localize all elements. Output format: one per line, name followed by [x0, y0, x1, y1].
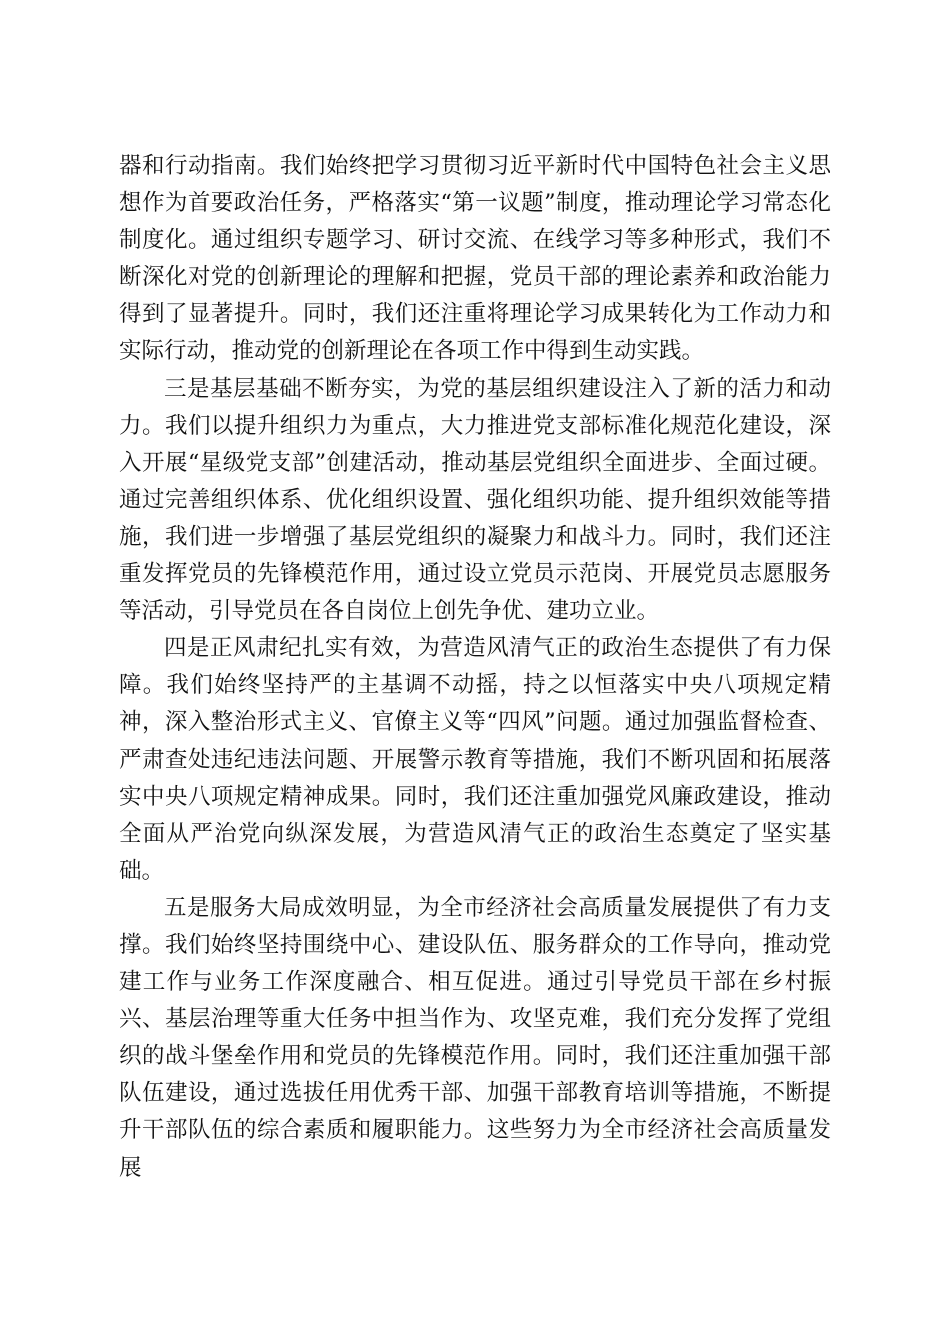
paragraph-theory-study: 器和行动指南。我们始终把学习贯彻习近平新时代中国特色社会主义思想作为首要政治任务，严格落实“第一议题”制度，推动理论学习常态化制度化。通过组织专题学习、研讨交流、在线学习等多种形式，我们不断深化对党的创新理论的理解和把握，党员干部的理论素养和政治能力得到了显著提升。同时，我们还注重将理论学习成果转化为工作动力和实际行动，推动党的创新理论在各项工作中得到生动实践。: [119, 153, 831, 365]
paragraph-grassroots-foundation: 三是基层基础不断夯实，为党的基层组织建设注入了新的活力和动力。我们以提升组织力为重点，大力推进党支部标准化规范化建设，深入开展“星级党支部”创建活动，推动基层党组织全面进步、全面过硬。通过完善组织体系、优化组织设置、强化组织功能、提升组织效能等措施，我们进一步增强了基层党组织的凝聚力和战斗力。同时，我们还注重发挥党员的先锋模范作用，通过设立党员示范岗、开展党员志愿服务等活动，引导党员在各自岗位上创先争优、建功立业。: [119, 375, 831, 625]
paragraph-discipline-conduct: 四是正风肃纪扎实有效，为营造风清气正的政治生态提供了有力保障。我们始终坚持严的主基调不动摇，持之以恒落实中央八项规定精神，深入整治形式主义、官僚主义等“四风”问题。通过加强监督检查、严肃查处违纪违法问题、开展警示教育等措施，我们不断巩固和拓展落实中央八项规定精神成果。同时，我们还注重加强党风廉政建设，推动全面从严治党向纵深发展，为营造风清气正的政治生态奠定了坚实基础。: [119, 635, 831, 884]
body-text: [119, 148, 831, 1187]
paragraph-serving-overall-situation: 五是服务大局成效明显，为全市经济社会高质量发展提供了有力支撑。我们始终坚持围绕中心、建设队伍、服务群众的工作导向，推动党建工作与业务工作深度融合、相互促进。通过引导党员干部在乡村振兴、基层治理等重大任务中担当作为、攻坚克难，我们充分发挥了党组织的战斗堡垒作用和党员的先锋模范作用。同时，我们还注重加强干部队伍建设，通过选拔任用优秀干部、加强干部教育培训等措施，不断提升干部队伍的综合素质和履职能力。这些努力为全市经济社会高质量发展: [119, 894, 831, 1181]
